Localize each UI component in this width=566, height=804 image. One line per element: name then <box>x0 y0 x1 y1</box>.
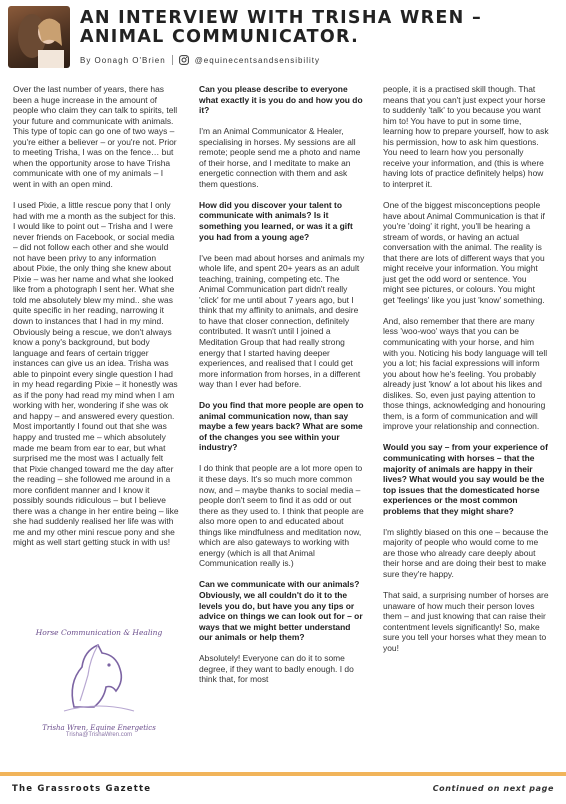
horse-logo-icon <box>54 637 144 719</box>
interview-question: Can you please describe to everyone what exactly it is you do and how you do it? <box>199 84 363 116</box>
social-handle: @equinecentsandsensibility <box>194 55 320 65</box>
byline <box>80 55 320 65</box>
paragraph: That said, a surprising number of horses are unaware of how much their person loves them – and just knowing that can raise their contentment levels significantly! So, make sure you tell your horses what they mean to you! <box>383 590 549 653</box>
paragraph: I do think that people are a lot more open to it these days. It's so much more common now, and – maybe thanks to social media – people don't seem to find it as odd or out there as they used to. I think that people are also more open to and educated about things like mindfulness and meditation now, which are also gateways to working with energy (which is all that Animal Communication really is.) <box>199 463 364 569</box>
article-column-3 <box>383 84 549 664</box>
article-title: AN INTERVIEW WITH TRISHA WREN – ANIMAL COMMUNICATOR. <box>80 8 483 47</box>
paragraph: I'm slightly biased on this one – because the majority of people who would come to me are those who already care deeply about their horse and are doing their best to make sure they're happy. <box>383 526 549 579</box>
paragraph: people, it is a practised skill though. That means that you can't just expect your horse to suddenly 'talk' to you because you want him to! You have to put in some time, learning how to prepare yourself, how to ask his permission, how to ask him questions. You need to learn how you personally receive your information, and (this is where having lots of practice definitely helps) how to interpret it. <box>383 84 549 189</box>
byline-divider <box>172 55 173 65</box>
author-name: By Oonagh O'Brien <box>80 55 166 65</box>
article-header <box>0 0 566 74</box>
author-photo <box>8 6 70 68</box>
logo-signature: Trisha Wren, Equine Energetics <box>42 724 156 732</box>
instagram-icon <box>179 55 189 65</box>
paragraph: I used Pixie, a little rescue pony that I only had with me a month as the subject for this. I would like to point out – Trisha and I were never friends on Facebook, or social media – did not follow each other and she would not have been privy to any information about Pixie, the only thing she knew about Pixie – was her name and what she looked like from a photograph I sent her. What she told me absolutely blew my mind.. she was quite specific in her reading, narrowing it down to instances that I had in my mind. Obviously being a rescue, we don't always know a pony's background, but body language and fears of certain trigger instances can give us an idea. Trisha was able to pinpoint every single question I had in my head regarding Pixie – it honestly was as if the pony had read my mind when I am working with her, wondering if she was ok and happy – and answered every question. Most importantly I found out that she was happy and trusted me – which absolutely made me beam from ear to ear, but what surprised me the most was I actually felt that Pixie changed toward me the day after the reading – she followed me around in a more confident manner and I know it possibly sounds ridiculous – but I believe there was a change in her entire being – like she had suddenly realised her life was with me and my other mini rescue pony and she might as well start getting stuck in with us! <box>13 199 179 548</box>
interview-question: Can we communicate with our animals? Obviously, we all couldn't do it to the levels you do, but have you any tips or advice on things we can look out for – or ways that we might better understand our animals or help them? <box>199 579 363 643</box>
paragraph: And, also remember that there are many less 'woo-woo' ways that you can be communicating with your horse, and him with you. Noticing his body language will tell you a lot; his facial expressions will inform you about how he's feeling. You probably already just 'know' a lot about his likes and dislikes. So, even just paying attention to those things, acknowledging and honouring them, is a form of communication and will improve your relationship and connection. <box>383 315 548 432</box>
logo-caption: Horse Communication & Healing <box>35 628 163 637</box>
publication-name: The Grassroots Gazette <box>12 784 152 794</box>
article-column-2 <box>199 84 365 695</box>
interview-question: How did you discover your talent to communicate with animals? Is it something you learned, or was it a gift you had from a young age? <box>199 199 353 242</box>
continued-note: Continued on next page <box>432 784 554 793</box>
logo-email: Trisha@TrishaWren.com <box>65 732 133 738</box>
paragraph: I'm an Animal Communicator & Healer, specialising in horses. My sessions are all remote; people send me a photo and name of their horse, and I meditate to make an energetic connection with them and ask them questions. <box>199 126 361 189</box>
article-column-1 <box>13 84 179 559</box>
trisha-wren-logo <box>24 628 174 768</box>
paragraph: One of the biggest misconceptions people have about Animal Communication is that if you're 'doing' it right, you'll be hearing a stream of words, or having an actual conversation with the animal. The reality is that there are lots of different ways that you might receive your information. You might just get the odd word or sentence. You might see pictures, or colours. You might get 'feelings' like you just 'know' something. <box>383 199 545 305</box>
paragraph: Absolutely! Everyone can do it to some degree, if they want to badly enough. I do think that, for most <box>199 653 354 685</box>
paragraph: I've been mad about horses and animals my whole life, and spent 20+ years as an adult teaching, training, competing etc. The Animal Communication part didn't really 'click' for me until about 7 years ago, but I think that my affinity to animals, and desire to have that closer connection, definitely contributed. It wasn't until I joined a Meditation Group that had really strong energy that I started having deeper experiences, and realised that I could get more information from horses, in a different way than I ever had before. <box>199 252 365 390</box>
interview-question: Do you find that more people are open to animal communication now, than say maybe a few years back? What are some of the changes you see within your industry? <box>199 400 364 453</box>
paragraph: Over the last number of years, there has been a huge increase in the amount of people who claim they can talk to spirits, tell your future and communicate with animals. This type of topic can go one of two ways – you're either a believer – or you're not. Prior to meeting Trisha, I was on the fence… but when the opportunity arose to have Trisha communicate with one of my animals – I went in with an open mind. <box>13 84 178 189</box>
page-footer <box>0 772 566 804</box>
interview-question: Would you say – from your experience of communicating with horses – that the majority of animals are happy in their lives? What would you say would be the top issues that the domesticated horse experiences or the most common problems that they might share? <box>383 442 548 516</box>
